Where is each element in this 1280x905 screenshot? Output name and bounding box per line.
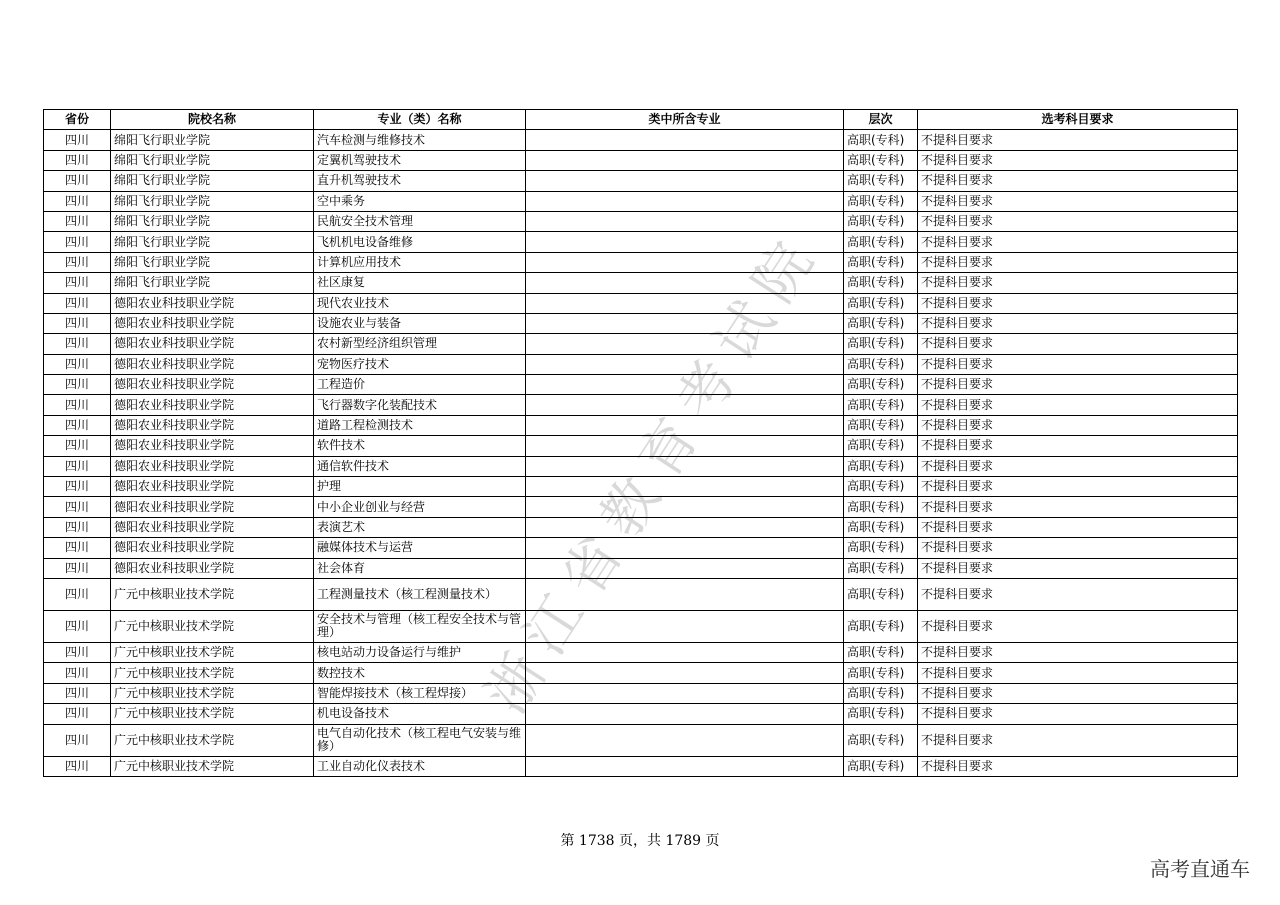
cell-included-majors xyxy=(526,517,844,537)
cell-school: 广元中核职业技术学院 xyxy=(111,704,314,724)
cell-school: 绵阳飞行职业学院 xyxy=(111,273,314,293)
cell-included-majors xyxy=(526,395,844,415)
cell-level: 高职(专科) xyxy=(844,538,918,558)
cell-province: 四川 xyxy=(44,334,111,354)
cell-school: 德阳农业科技职业学院 xyxy=(111,375,314,395)
cell-major: 软件技术 xyxy=(314,436,526,456)
cell-subject-requirement: 不提科目要求 xyxy=(918,293,1238,313)
watermark: 浙江省教育考试院 xyxy=(474,219,834,725)
cell-school: 绵阳飞行职业学院 xyxy=(111,150,314,170)
cell-province: 四川 xyxy=(44,415,111,435)
cell-subject-requirement: 不提科目要求 xyxy=(918,232,1238,252)
header-school: 院校名称 xyxy=(111,110,314,130)
cell-level: 高职(专科) xyxy=(844,313,918,333)
cell-major: 直升机驾驶技术 xyxy=(314,171,526,191)
table-body xyxy=(44,130,1238,777)
cell-included-majors xyxy=(526,150,844,170)
cell-included-majors xyxy=(526,273,844,293)
cell-included-majors xyxy=(526,415,844,435)
cell-included-majors xyxy=(526,232,844,252)
cell-province: 四川 xyxy=(44,517,111,537)
cell-major: 汽车检测与维修技术 xyxy=(314,130,526,150)
cell-province: 四川 xyxy=(44,724,111,756)
cell-major: 数控技术 xyxy=(314,663,526,683)
cell-included-majors xyxy=(526,436,844,456)
cell-included-majors xyxy=(526,293,844,313)
cell-school: 绵阳飞行职业学院 xyxy=(111,232,314,252)
cell-level: 高职(专科) xyxy=(844,456,918,476)
cell-subject-requirement: 不提科目要求 xyxy=(918,354,1238,374)
cell-school: 德阳农业科技职业学院 xyxy=(111,538,314,558)
cell-level: 高职(专科) xyxy=(844,334,918,354)
table-row xyxy=(44,171,1238,191)
cell-included-majors xyxy=(526,211,844,231)
cell-school: 广元中核职业技术学院 xyxy=(111,642,314,662)
table-header-row xyxy=(44,110,1238,130)
cell-level: 高职(专科) xyxy=(844,610,918,642)
cell-subject-requirement: 不提科目要求 xyxy=(918,497,1238,517)
table-row xyxy=(44,663,1238,683)
table-row xyxy=(44,130,1238,150)
cell-province: 四川 xyxy=(44,130,111,150)
cell-province: 四川 xyxy=(44,395,111,415)
cell-school: 德阳农业科技职业学院 xyxy=(111,293,314,313)
cell-level: 高职(专科) xyxy=(844,756,918,776)
cell-province: 四川 xyxy=(44,354,111,374)
cell-included-majors xyxy=(526,663,844,683)
cell-subject-requirement: 不提科目要求 xyxy=(918,211,1238,231)
table-row xyxy=(44,704,1238,724)
table-row xyxy=(44,642,1238,662)
cell-level: 高职(专科) xyxy=(844,724,918,756)
cell-school: 广元中核职业技术学院 xyxy=(111,610,314,642)
cell-included-majors xyxy=(526,756,844,776)
cell-major: 工程测量技术（核工程测量技术） xyxy=(314,578,526,610)
cell-province: 四川 xyxy=(44,538,111,558)
cell-province: 四川 xyxy=(44,191,111,211)
cell-province: 四川 xyxy=(44,273,111,293)
cell-subject-requirement: 不提科目要求 xyxy=(918,456,1238,476)
table-row xyxy=(44,477,1238,497)
cell-major: 机电设备技术 xyxy=(314,704,526,724)
cell-subject-requirement: 不提科目要求 xyxy=(918,610,1238,642)
cell-major: 智能焊接技术（核工程焊接） xyxy=(314,683,526,703)
cell-level: 高职(专科) xyxy=(844,293,918,313)
cell-included-majors xyxy=(526,171,844,191)
table-row xyxy=(44,415,1238,435)
cell-level: 高职(专科) xyxy=(844,415,918,435)
cell-included-majors xyxy=(526,558,844,578)
cell-major: 农村新型经济组织管理 xyxy=(314,334,526,354)
cell-included-majors xyxy=(526,683,844,703)
table-row xyxy=(44,313,1238,333)
cell-province: 四川 xyxy=(44,252,111,272)
cell-province: 四川 xyxy=(44,683,111,703)
cell-major: 社会体育 xyxy=(314,558,526,578)
cell-included-majors xyxy=(526,456,844,476)
cell-major: 民航安全技术管理 xyxy=(314,211,526,231)
cell-subject-requirement: 不提科目要求 xyxy=(918,724,1238,756)
table-row xyxy=(44,724,1238,756)
cell-subject-requirement: 不提科目要求 xyxy=(918,191,1238,211)
cell-province: 四川 xyxy=(44,375,111,395)
table-row xyxy=(44,756,1238,776)
cell-school: 德阳农业科技职业学院 xyxy=(111,497,314,517)
cell-school: 绵阳飞行职业学院 xyxy=(111,130,314,150)
cell-province: 四川 xyxy=(44,436,111,456)
cell-included-majors xyxy=(526,252,844,272)
cell-level: 高职(专科) xyxy=(844,558,918,578)
cell-province: 四川 xyxy=(44,663,111,683)
cell-level: 高职(专科) xyxy=(844,642,918,662)
cell-level: 高职(专科) xyxy=(844,704,918,724)
table-row xyxy=(44,610,1238,642)
header-subject-requirement: 选考科目要求 xyxy=(918,110,1238,130)
cell-subject-requirement: 不提科目要求 xyxy=(918,273,1238,293)
table-row xyxy=(44,395,1238,415)
cell-subject-requirement: 不提科目要求 xyxy=(918,415,1238,435)
header-level: 层次 xyxy=(844,110,918,130)
cell-school: 绵阳飞行职业学院 xyxy=(111,171,314,191)
cell-major: 核电站动力设备运行与维护 xyxy=(314,642,526,662)
cell-subject-requirement: 不提科目要求 xyxy=(918,517,1238,537)
cell-subject-requirement: 不提科目要求 xyxy=(918,395,1238,415)
cell-level: 高职(专科) xyxy=(844,436,918,456)
cell-province: 四川 xyxy=(44,293,111,313)
cell-school: 广元中核职业技术学院 xyxy=(111,683,314,703)
cell-level: 高职(专科) xyxy=(844,273,918,293)
cell-level: 高职(专科) xyxy=(844,171,918,191)
cell-subject-requirement: 不提科目要求 xyxy=(918,436,1238,456)
table-row xyxy=(44,150,1238,170)
cell-level: 高职(专科) xyxy=(844,150,918,170)
table-row xyxy=(44,334,1238,354)
cell-school: 德阳农业科技职业学院 xyxy=(111,313,314,333)
cell-subject-requirement: 不提科目要求 xyxy=(918,578,1238,610)
cell-school: 德阳农业科技职业学院 xyxy=(111,477,314,497)
table-row xyxy=(44,211,1238,231)
cell-level: 高职(专科) xyxy=(844,232,918,252)
cell-major: 融媒体技术与运营 xyxy=(314,538,526,558)
cell-level: 高职(专科) xyxy=(844,375,918,395)
cell-subject-requirement: 不提科目要求 xyxy=(918,171,1238,191)
cell-level: 高职(专科) xyxy=(844,517,918,537)
cell-major: 护理 xyxy=(314,477,526,497)
cell-major: 工业自动化仪表技术 xyxy=(314,756,526,776)
table-row xyxy=(44,578,1238,610)
cell-major: 安全技术与管理（核工程安全技术与管理） xyxy=(314,610,526,642)
cell-school: 德阳农业科技职业学院 xyxy=(111,354,314,374)
brand-logo-text: 高考直通车 xyxy=(1150,857,1250,881)
table-row xyxy=(44,558,1238,578)
page-number: 第 1738 页，共 1789 页 xyxy=(560,833,720,849)
cell-included-majors xyxy=(526,334,844,354)
cell-subject-requirement: 不提科目要求 xyxy=(918,558,1238,578)
cell-included-majors xyxy=(526,313,844,333)
cell-level: 高职(专科) xyxy=(844,663,918,683)
cell-school: 绵阳飞行职业学院 xyxy=(111,211,314,231)
cell-subject-requirement: 不提科目要求 xyxy=(918,313,1238,333)
cell-included-majors xyxy=(526,724,844,756)
cell-school: 广元中核职业技术学院 xyxy=(111,663,314,683)
cell-province: 四川 xyxy=(44,150,111,170)
cell-province: 四川 xyxy=(44,313,111,333)
table-row xyxy=(44,252,1238,272)
cell-subject-requirement: 不提科目要求 xyxy=(918,704,1238,724)
cell-subject-requirement: 不提科目要求 xyxy=(918,538,1238,558)
cell-level: 高职(专科) xyxy=(844,578,918,610)
cell-level: 高职(专科) xyxy=(844,211,918,231)
cell-province: 四川 xyxy=(44,171,111,191)
cell-included-majors xyxy=(526,642,844,662)
cell-subject-requirement: 不提科目要求 xyxy=(918,130,1238,150)
cell-school: 德阳农业科技职业学院 xyxy=(111,558,314,578)
cell-school: 广元中核职业技术学院 xyxy=(111,724,314,756)
cell-major: 定翼机驾驶技术 xyxy=(314,150,526,170)
cell-province: 四川 xyxy=(44,558,111,578)
cell-province: 四川 xyxy=(44,610,111,642)
cell-school: 广元中核职业技术学院 xyxy=(111,756,314,776)
cell-major: 设施农业与装备 xyxy=(314,313,526,333)
table-row xyxy=(44,191,1238,211)
cell-province: 四川 xyxy=(44,704,111,724)
cell-major: 道路工程检测技术 xyxy=(314,415,526,435)
cell-subject-requirement: 不提科目要求 xyxy=(918,477,1238,497)
cell-school: 德阳农业科技职业学院 xyxy=(111,456,314,476)
cell-school: 德阳农业科技职业学院 xyxy=(111,436,314,456)
cell-level: 高职(专科) xyxy=(844,252,918,272)
cell-school: 德阳农业科技职业学院 xyxy=(111,334,314,354)
cell-subject-requirement: 不提科目要求 xyxy=(918,375,1238,395)
cell-included-majors xyxy=(526,191,844,211)
table-row xyxy=(44,436,1238,456)
cell-level: 高职(专科) xyxy=(844,477,918,497)
table-row xyxy=(44,354,1238,374)
cell-major: 现代农业技术 xyxy=(314,293,526,313)
header-province: 省份 xyxy=(44,110,111,130)
cell-level: 高职(专科) xyxy=(844,683,918,703)
cell-level: 高职(专科) xyxy=(844,130,918,150)
cell-province: 四川 xyxy=(44,756,111,776)
cell-included-majors xyxy=(526,477,844,497)
cell-included-majors xyxy=(526,610,844,642)
table-row xyxy=(44,456,1238,476)
cell-major: 表演艺术 xyxy=(314,517,526,537)
cell-school: 德阳农业科技职业学院 xyxy=(111,395,314,415)
cell-province: 四川 xyxy=(44,497,111,517)
cell-included-majors xyxy=(526,538,844,558)
cell-subject-requirement: 不提科目要求 xyxy=(918,252,1238,272)
cell-included-majors xyxy=(526,130,844,150)
cell-included-majors xyxy=(526,704,844,724)
cell-subject-requirement: 不提科目要求 xyxy=(918,756,1238,776)
cell-major: 空中乘务 xyxy=(314,191,526,211)
cell-major: 宠物医疗技术 xyxy=(314,354,526,374)
cell-included-majors xyxy=(526,578,844,610)
cell-level: 高职(专科) xyxy=(844,354,918,374)
cell-province: 四川 xyxy=(44,642,111,662)
cell-level: 高职(专科) xyxy=(844,497,918,517)
cell-school: 德阳农业科技职业学院 xyxy=(111,517,314,537)
admission-table xyxy=(43,109,1237,777)
table-row xyxy=(44,683,1238,703)
table-row xyxy=(44,517,1238,537)
table-row xyxy=(44,497,1238,517)
cell-included-majors xyxy=(526,354,844,374)
cell-subject-requirement: 不提科目要求 xyxy=(918,683,1238,703)
header-included-majors: 类中所含专业 xyxy=(526,110,844,130)
cell-level: 高职(专科) xyxy=(844,395,918,415)
cell-included-majors xyxy=(526,497,844,517)
cell-province: 四川 xyxy=(44,477,111,497)
cell-subject-requirement: 不提科目要求 xyxy=(918,642,1238,662)
table-row xyxy=(44,375,1238,395)
cell-included-majors xyxy=(526,375,844,395)
cell-province: 四川 xyxy=(44,456,111,476)
cell-school: 德阳农业科技职业学院 xyxy=(111,415,314,435)
cell-school: 广元中核职业技术学院 xyxy=(111,578,314,610)
cell-major: 计算机应用技术 xyxy=(314,252,526,272)
cell-major: 社区康复 xyxy=(314,273,526,293)
cell-school: 绵阳飞行职业学院 xyxy=(111,191,314,211)
cell-province: 四川 xyxy=(44,211,111,231)
cell-major: 飞行器数字化装配技术 xyxy=(314,395,526,415)
cell-major: 电气自动化技术（核工程电气安装与维修） xyxy=(314,724,526,756)
cell-province: 四川 xyxy=(44,232,111,252)
table-row xyxy=(44,273,1238,293)
subject-requirements-table xyxy=(43,109,1238,777)
cell-major: 通信软件技术 xyxy=(314,456,526,476)
table-row xyxy=(44,232,1238,252)
cell-major: 飞机机电设备维修 xyxy=(314,232,526,252)
cell-major: 工程造价 xyxy=(314,375,526,395)
table-row xyxy=(44,538,1238,558)
cell-subject-requirement: 不提科目要求 xyxy=(918,334,1238,354)
cell-subject-requirement: 不提科目要求 xyxy=(918,663,1238,683)
cell-subject-requirement: 不提科目要求 xyxy=(918,150,1238,170)
header-major: 专业（类）名称 xyxy=(314,110,526,130)
cell-province: 四川 xyxy=(44,578,111,610)
cell-school: 绵阳飞行职业学院 xyxy=(111,252,314,272)
cell-level: 高职(专科) xyxy=(844,191,918,211)
cell-major: 中小企业创业与经营 xyxy=(314,497,526,517)
table-row xyxy=(44,293,1238,313)
